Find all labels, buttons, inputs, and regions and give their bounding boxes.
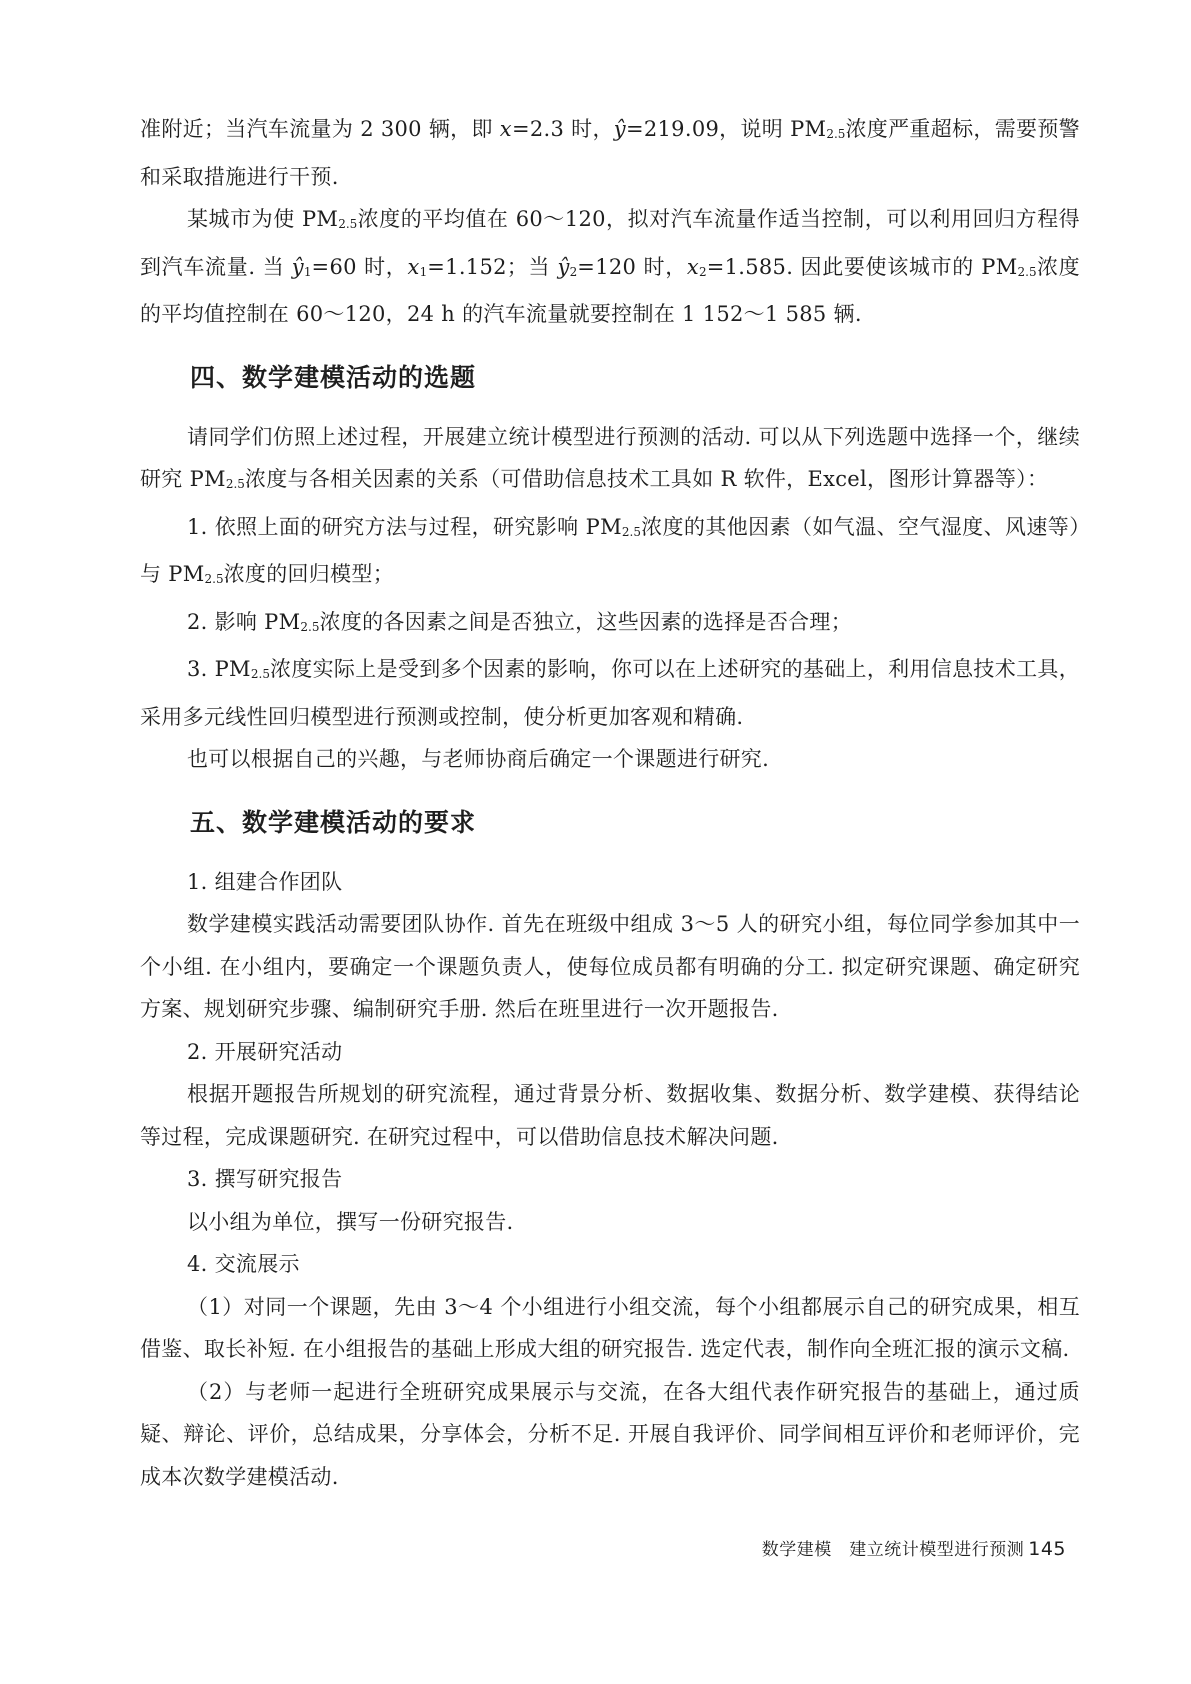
paragraph-research: 根据开题报告所规划的研究流程，通过背景分析、数据收集、数据分析、数学建模、获得结论等过程，完成课题研究. 在研究过程中，可以借助信息技术解决问题. <box>140 1082 1080 1149</box>
subheading-team: 1. 组建合作团队 <box>187 869 343 894</box>
subheading-research: 2. 开展研究活动 <box>187 1039 343 1064</box>
footer-label: 数学建模 建立统计模型进行预测 <box>761 1540 1025 1560</box>
paragraph-report: 以小组为单位，撰写一份研究报告. <box>187 1209 514 1234</box>
section-heading-topic-selection: 四、数学建模活动的选题 <box>190 362 477 392</box>
page-number: 145 <box>1028 1538 1066 1560</box>
subheading-report: 3. 撰写研究报告 <box>187 1167 343 1191</box>
list-item-topic-1: 1. 依照上面的研究方法与过程，研究影响 $PM_{2.5}$浓度的其他因素（如气温、空气湿度、风速等）与 $PM_{2.5}$浓度的回归模型； <box>140 514 1080 586</box>
page-footer <box>762 1535 1066 1560</box>
list-item-topic-3: 3. $PM_{2.5}$浓度实际上是受到多个因素的影响，你可以在上述研究的基础上，利用信息技术工具，采用多元线性回归模型进行预测或控制，使分析更加客观和精确. <box>140 657 1081 729</box>
paragraph-traffic-control: 某城市为使 $PM_{2.5}$浓度的平均值在 60～120，拟对汽车流量作适当控制，可以利用回归方程得到汽车流量. 当 $ŷ_1=60$ 时，$x_1=1.152$；当 $ŷ_2=120$ 时，$x_2=1.585$. 因此要使该城市的 $PM_{2.5}$浓度的平均值控制在 60～120，24 h 的汽车流量就要控制在 1 152～1 585 辆. <box>140 207 1080 326</box>
section-heading-requirements: 五、数学建模活动的要求 <box>190 807 477 837</box>
list-item-topic-2: 2. 影响 $PM_{2.5}$浓度的各因素之间是否独立，这些因素的选择是否合理； <box>187 609 853 634</box>
page-content <box>140 108 1080 1498</box>
paragraph-topic-intro: 请同学们仿照上述过程，开展建立统计模型进行预测的活动. 可以从下列选题中选择一个，继续研究 $PM_{2.5}$浓度与各相关因素的关系（可借助信息技术工具如 R 软件，Excel，图形计算器等）： <box>140 424 1080 491</box>
paragraph-presentation-1: （1）对同一个课题，先由 3～4 个小组进行小组交流，每个小组都展示自己的研究成果，相互借鉴、取长补短. 在小组报告的基础上形成大组的研究报告. 选定代表，制作向全班汇报的演示文稿. <box>140 1294 1080 1361</box>
paragraph-presentation-2: （2）与老师一起进行全班研究成果展示与交流，在各大组代表作研究报告的基础上，通过质疑、辩论、评价，总结成果，分享体会，分析不足. 开展自我评价、同学间相互评价和老师评价，完成本次数学建模活动. <box>140 1379 1080 1489</box>
paragraph-topic-closing: 也可以根据自己的兴趣，与老师协商后确定一个课题进行研究. <box>187 747 770 771</box>
subheading-presentation: 4. 交流展示 <box>187 1252 300 1276</box>
paragraph-team: 数学建模实践活动需要团队协作. 首先在班级中组成 3～5 人的研究小组，每位同学参加其中一个小组. 在小组内，要确定一个课题负责人，使每位成员都有明确的分工. 拟定研究课题、确定研究方案、规划研究步骤、编制研究手册. 然后在班里进行一次开题报告. <box>140 912 1080 1021</box>
paragraph-prediction-result: 准附近；当汽车流量为 2 300 辆，即 x=2.3 时，ŷ=219.09，说明 $PM_{2.5}$浓度严重超标，需要预警和采取措施进行干预. <box>140 117 1080 189</box>
